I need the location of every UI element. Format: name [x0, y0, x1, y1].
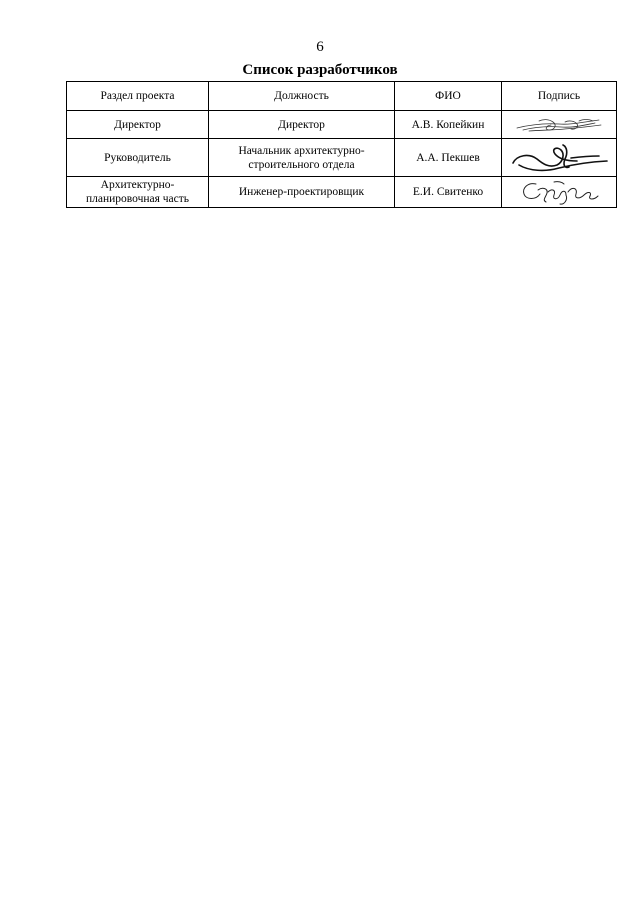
table-row	[67, 111, 617, 139]
cell-position: Начальник архитектурно-строительного отдела	[209, 139, 395, 177]
column-header-section: Раздел проекта	[67, 82, 209, 111]
cell-section: Руководитель	[67, 139, 209, 177]
cell-signature	[502, 177, 617, 208]
signature-svitenko	[514, 178, 604, 206]
cell-position: Инженер-проектировщик	[209, 177, 395, 208]
column-header-name: ФИО	[395, 82, 502, 111]
signature-pekshev	[507, 141, 611, 175]
developers-table	[66, 81, 617, 208]
table-header-row	[67, 82, 617, 111]
cell-name: А.А. Пекшев	[395, 139, 502, 177]
column-header-signature: Подпись	[502, 82, 617, 111]
cell-signature	[502, 139, 617, 177]
table-row	[67, 139, 617, 177]
column-header-position: Должность	[209, 82, 395, 111]
page-number: 6	[316, 39, 324, 55]
cell-section: Директор	[67, 111, 209, 139]
cell-position: Директор	[209, 111, 395, 139]
signature-kopeikin	[509, 113, 609, 137]
cell-signature	[502, 111, 617, 139]
document-title: Список разработчиков	[242, 62, 398, 78]
cell-name: Е.И. Свитенко	[395, 177, 502, 208]
cell-name: А.В. Копейкин	[395, 111, 502, 139]
table-row	[67, 177, 617, 208]
cell-section: Архитектурно-планировочная часть	[67, 177, 209, 208]
